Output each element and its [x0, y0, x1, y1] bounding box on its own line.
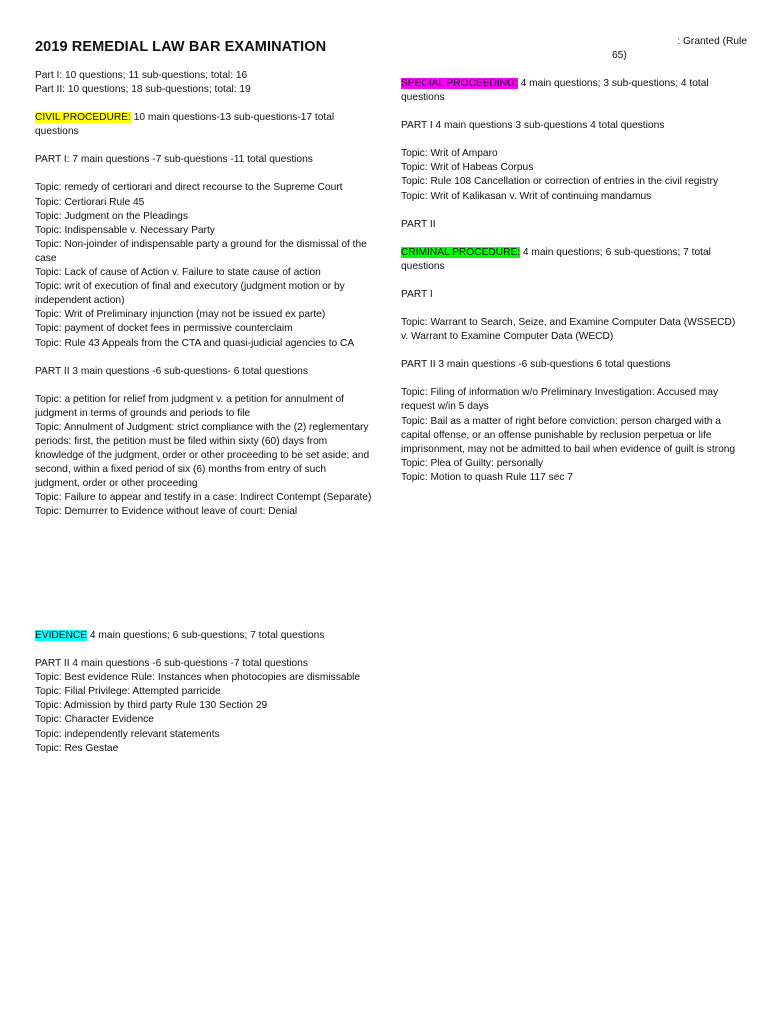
- right-column: [401, 77, 741, 485]
- topic-line: Topic: Writ of Amparo: [401, 148, 498, 160]
- evidence-part2-heading: PART II 4 main questions -6 sub-questions -7 total questions: [35, 658, 308, 670]
- topic-line: Topic: Writ of Kalikasan v. Writ of continuing mandamus: [401, 190, 652, 202]
- criminal-part2-heading: PART II 3 main questions -6 sub-questions 6 total questions: [401, 359, 671, 371]
- topic-line: Topic: Character Evidence: [35, 714, 154, 726]
- topic-line: Topic: Failure to appear and testify in a case: Indirect Contempt (Separate): [35, 492, 372, 504]
- topic-line: Topic: Res Gestae: [35, 742, 119, 754]
- civil-part1-heading: PART I: 7 main questions -7 sub-questions -11 total questions: [35, 154, 313, 166]
- criminal-procedure-stats: 4 main questions; 6 sub-questions; 7 total questions: [401, 246, 711, 272]
- summary-part1: Part I: 10 questions; 11 sub-questions; total: 16: [35, 70, 248, 81]
- criminal-procedure-label: CRIMINAL PROCEDURE:: [401, 246, 521, 258]
- topic-line: Topic: Non-joinder of indispensable party a ground for the dismissal of the case: [35, 238, 367, 264]
- evidence-section: [35, 629, 373, 756]
- summary-part2: Part II: 10 questions; 18 sub-questions; total: 19: [35, 84, 251, 96]
- left-column: [35, 38, 373, 520]
- corner-note-line2: 65): [612, 50, 627, 61]
- document-title: 2019 REMEDIAL LAW BAR EXAMINATION: [35, 39, 327, 55]
- topic-line: Topic: a petition for relief from judgment v. a petition for annulment of judgment in terms of grounds and periods to file: [35, 393, 344, 419]
- topic-line: Topic: Plea of Guilty: personally: [401, 457, 544, 469]
- topic-line: Topic: Rule 43 Appeals from the CTA and quasi-judicial agencies to CA: [35, 337, 355, 349]
- civil-part2-heading: PART II 3 main questions -6 sub-questions- 6 total questions: [35, 365, 308, 377]
- topic-line: Topic: Warrant to Search, Seize, and Examine Computer Data (WSSECD) v. Warrant to Examine Computer Data (WECD): [401, 317, 736, 343]
- topic-line: Topic: payment of docket fees in permissive counterclaim: [35, 323, 293, 335]
- civil-procedure-label: CIVIL PROCEDURE:: [35, 112, 131, 124]
- evidence-label: EVIDENCE: [35, 630, 88, 641]
- evidence-heading: [35, 629, 373, 643]
- topic-line: Topic: Filial Privilege: Attempted parricide: [35, 686, 221, 698]
- topic-line: Topic: Annulment of Judgment: strict compliance with the (2) reglementary periods: first, the petition must be filed within sixty (60) days from knowledge of the judgment, order or other proceeding to be set aside; and second, within a fixed period of six (6) months from entry of such judgment, order or other proceeding: [35, 421, 370, 490]
- civil-procedure-heading: [35, 111, 373, 139]
- civil-part2-topics: [35, 393, 373, 520]
- corner-note: [612, 35, 747, 63]
- evidence-stats: 4 main questions; 6 sub-questions; 7 total questions: [87, 630, 325, 641]
- criminal-part1-topics: [401, 316, 741, 344]
- topic-line: Topic: Admission by third party Rule 130 Section 29: [35, 700, 268, 712]
- civil-part1-topics: [35, 181, 373, 350]
- criminal-part1-heading: PART I: [401, 288, 433, 300]
- criminal-procedure-heading: [401, 246, 741, 274]
- topic-line: Topic: Best evidence Rule: Instances when photocopies are dismissable: [35, 672, 361, 684]
- topic-line: Topic: remedy of certiorari and direct recourse to the Supreme Court: [35, 182, 343, 194]
- topic-line: Topic: writ of execution of final and executory (judgment motion or by independent action): [35, 281, 345, 307]
- special-proceeding-label: SPECIAL PROCEEDING:: [401, 78, 518, 89]
- topic-line: Topic: independently relevant statements: [35, 728, 220, 740]
- topic-line: Topic: Lack of cause of Action v. Failure to state cause of action: [35, 267, 321, 279]
- special-part2-heading: PART II: [401, 218, 436, 230]
- evidence-part2-topics: [35, 671, 373, 756]
- topic-line: Topic: Bail as a matter of right before conviction: person charged with a capital offense, or an offense punishable by reclusion perpetua or life imprisonment, may not be admitted to bail when evidence of guilt is strong: [401, 415, 736, 455]
- civil-procedure-stats: 10 main questions-13 sub-questions-17 total questions: [35, 112, 335, 138]
- topic-line: Topic: Rule 108 Cancellation or correction of entries in the civil registry: [401, 176, 719, 188]
- criminal-part2-topics: [401, 386, 741, 485]
- topic-line: Topic: Demurrer to Evidence without leave of court: Denial: [35, 506, 298, 518]
- topic-line: Topic: Judgment on the Pleadings: [35, 210, 188, 222]
- special-proceeding-heading: [401, 77, 741, 105]
- topic-line: Topic: Indispensable v. Necessary Party: [35, 224, 215, 236]
- topic-line: Topic: Motion to quash Rule 117 sec 7: [401, 471, 573, 483]
- topic-line: Topic: Writ of Preliminary injunction (may not be issued ex parte): [35, 309, 326, 321]
- topic-line: Topic: Certiorari Rule 45: [35, 196, 145, 208]
- corner-note-line1: : Granted (Rule: [677, 36, 747, 47]
- topic-line: Topic: Writ of Habeas Corpus: [401, 162, 534, 174]
- special-part1-topics: [401, 147, 741, 203]
- special-proceeding-stats: 4 main questions; 3 sub-questions; 4 total questions: [401, 78, 709, 104]
- special-part1-heading: PART I 4 main questions 3 sub-questions 4 total questions: [401, 120, 665, 132]
- topic-line: Topic: Filing of information w/o Preliminary Investigation: Accused may request w/in 5 days: [401, 387, 719, 413]
